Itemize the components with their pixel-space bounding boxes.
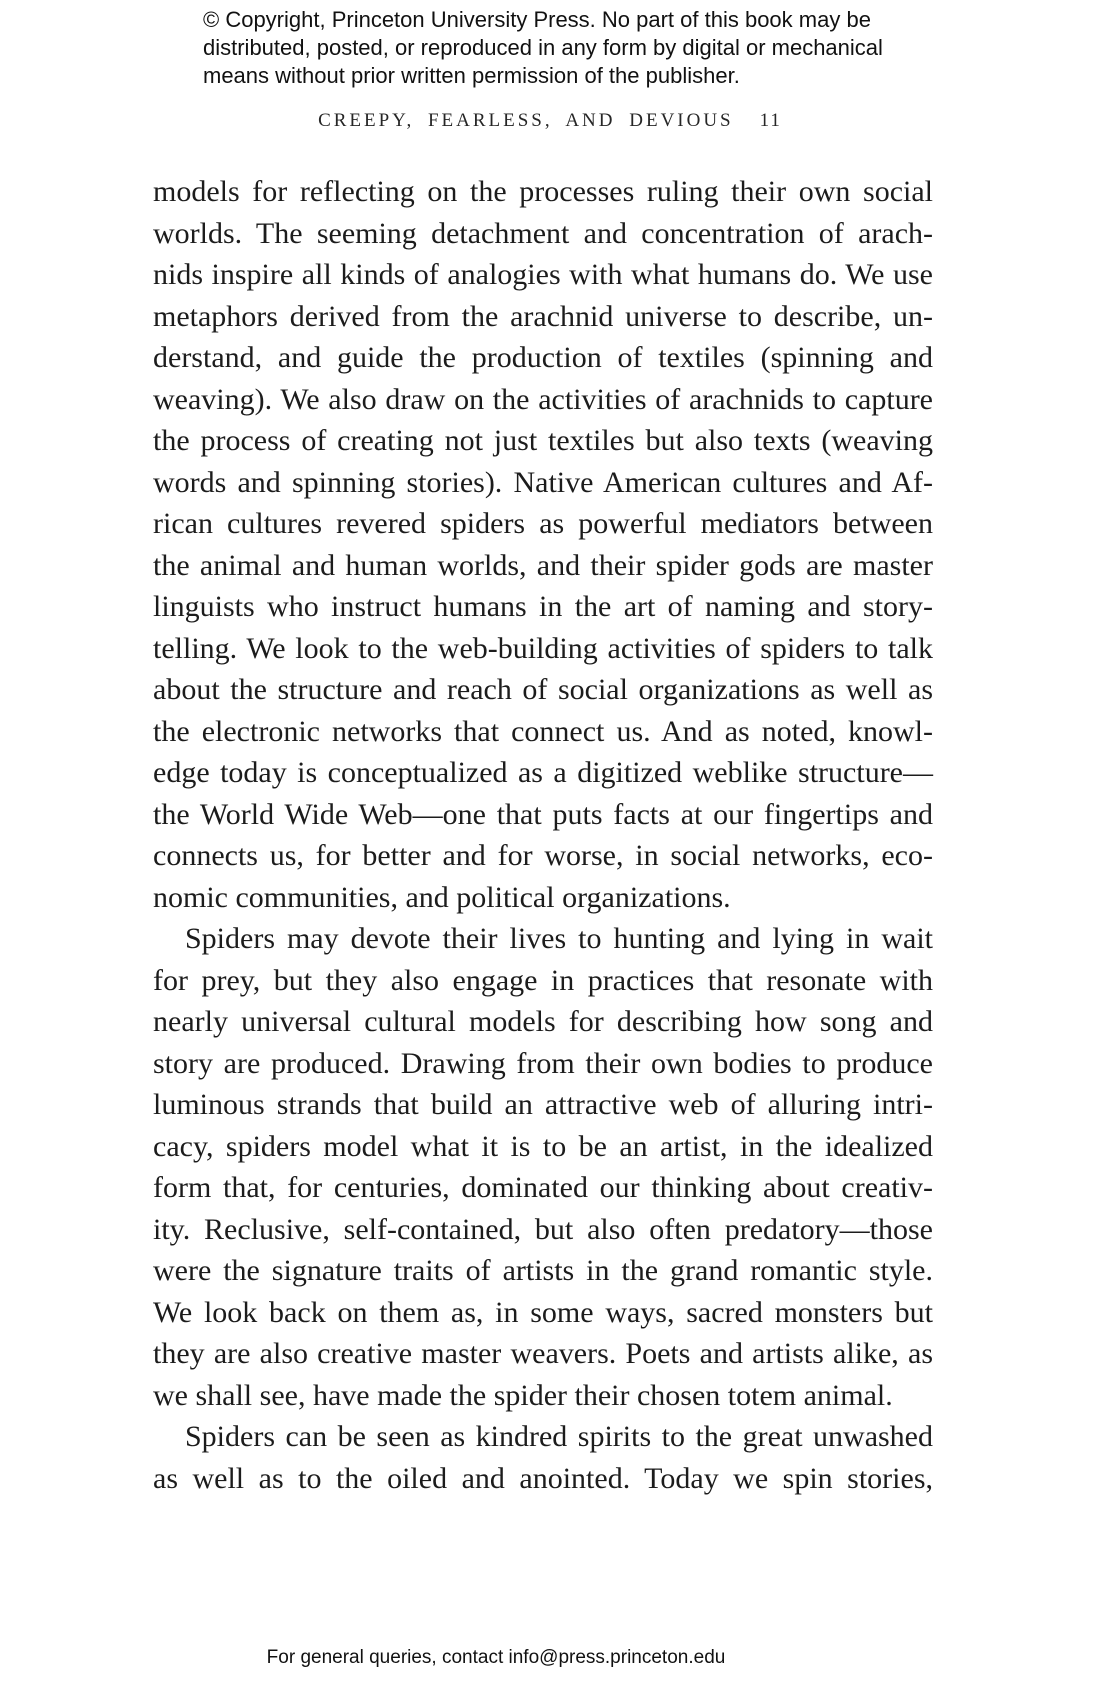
body-line: linguists who instruct humans in the art of naming and story- <box>153 590 933 623</box>
body-line: cacy, spiders model what it is to be an artist, in the idealized <box>153 1129 933 1163</box>
running-head <box>0 110 1100 132</box>
page-number: 11 <box>759 110 782 131</box>
body-line: form that, for centuries, dominated our thinking about creativ- <box>153 1171 933 1204</box>
copyright-line: means without prior written permission of the publisher. <box>203 63 740 88</box>
body-line: as well as to the oiled and anointed. Today we spin stories, <box>153 1461 933 1495</box>
body-line: worlds. The seeming detachment and concentration of arach- <box>153 216 933 250</box>
body-line: weaving). We also draw on the activities of arachnids to capture <box>153 382 933 416</box>
body-line: for prey, but they also engage in practices that resonate with <box>153 963 933 997</box>
body-line: connects us, for better and for worse, in social networks, eco- <box>153 839 933 872</box>
body-line: Spiders can be seen as kindred spirits to the great unwashed <box>185 1420 933 1453</box>
body-line: story are produced. Drawing from their own bodies to produce <box>153 1046 933 1080</box>
body-line: the World Wide Web—one that puts facts at our fingertips and <box>153 797 933 831</box>
body-line: we shall see, have made the spider their chosen totem animal. <box>153 1378 893 1412</box>
body-line: rican cultures revered spiders as powerful mediators between <box>153 507 933 540</box>
body-line: luminous strands that build an attractive web of alluring intri- <box>153 1088 933 1121</box>
body-line: models for reflecting on the processes ruling their own social <box>153 175 933 208</box>
body-line: were the signature traits of artists in the grand romantic style. <box>153 1254 933 1287</box>
paragraph <box>153 171 933 918</box>
contact-line: For general queries, contact info@press.princeton.edu <box>266 1647 726 1668</box>
body-line: the animal and human worlds, and their spider gods are master <box>153 548 933 582</box>
body-line: words and spinning stories). Native American cultures and Af- <box>153 465 933 499</box>
body-line: the process of creating not just textiles but also texts (weaving <box>153 424 933 457</box>
copyright-line: © Copyright, Princeton University Press. No part of this book may be <box>203 7 871 32</box>
body-line: ity. Reclusive, self-contained, but also often predatory—those <box>153 1212 933 1246</box>
body-line: metaphors derived from the arachnid universe to describe, un- <box>153 299 933 333</box>
body-line: nids inspire all kinds of analogies with what humans do. We use <box>153 258 933 291</box>
body-line: nearly universal cultural models for describing how song and <box>153 1005 933 1038</box>
body-line: nomic communities, and political organizations. <box>153 880 731 914</box>
paragraph <box>153 1416 933 1499</box>
body-line: edge today is conceptualized as a digitized weblike structure— <box>153 756 933 789</box>
body-line: derstand, and guide the production of textiles (spinning and <box>153 341 933 374</box>
paragraph <box>153 918 933 1416</box>
body-line: about the structure and reach of social organizations as well as <box>153 673 933 706</box>
body-line: We look back on them as, in some ways, sacred monsters but <box>153 1295 933 1329</box>
body-line: they are also creative master weavers. Poets and artists alike, as <box>153 1337 933 1370</box>
chapter-title: CREEPY, FEARLESS, AND DEVIOUS <box>318 110 734 131</box>
body-line: Spiders may devote their lives to hunting and lying in wait <box>185 922 933 955</box>
copyright-line: distributed, posted, or reproduced in any form by digital or mechanical <box>203 35 883 60</box>
body-line: the electronic networks that connect us. And as noted, knowl- <box>153 714 933 748</box>
body-text <box>153 171 933 1499</box>
page-footer <box>0 1646 992 1670</box>
copyright-notice <box>203 6 963 90</box>
body-line: telling. We look to the web-building activities of spiders to talk <box>153 631 933 665</box>
